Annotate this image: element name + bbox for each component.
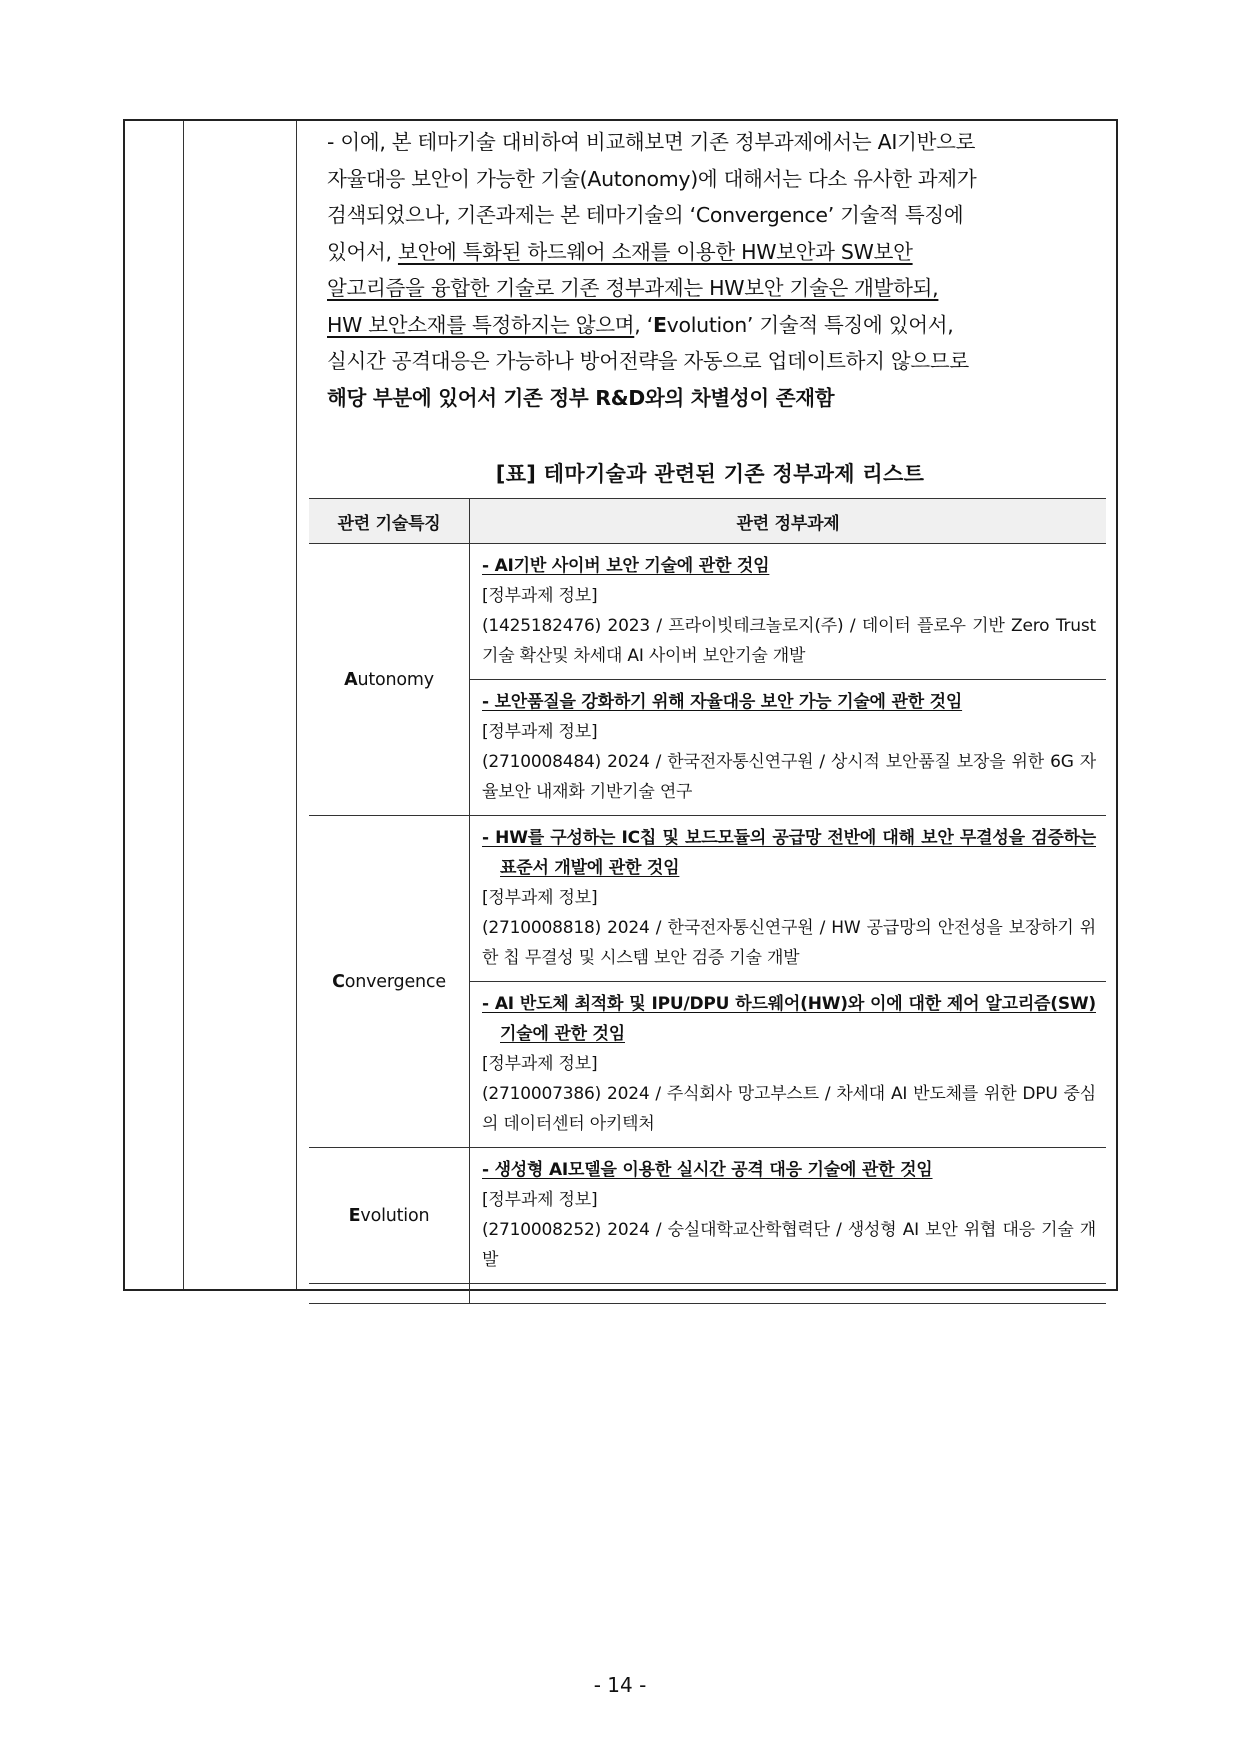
table-header-row (309, 499, 1106, 544)
project-info-label: [정부과제 정보] (482, 888, 598, 908)
project-title: - AI기반 사이버 보안 기술에 관한 것임 (482, 556, 770, 576)
underlined-text: HW 보안소재를 특정하지는 않으며 (327, 312, 635, 337)
table-row (309, 1148, 1106, 1284)
header-related-feature: 관련 기술특징 (309, 499, 470, 544)
table-caption: [표] 테마기술과 관련된 기존 정부과제 리스트 (495, 462, 925, 486)
project-detail: (2710007386) 2024 / 주식회사 망고부스트 / 차세대 AI 반도체를 위한 DPU 중심의 데이터센터 아키텍처 (482, 1084, 1096, 1134)
frame-divider-1 (183, 121, 184, 1289)
project-title: - AI 반도체 최적화 및 IPU/DPU 하드웨어(HW)와 이에 대한 제어 알고리즘(SW) 기술에 관한 것임 (482, 994, 1096, 1044)
paragraph-line (327, 307, 1110, 344)
header-related-projects: 관련 정부과제 (470, 499, 1107, 544)
feature-convergence (309, 816, 470, 1148)
project-cell (470, 1148, 1107, 1284)
project-info-label: [정부과제 정보] (482, 1054, 598, 1074)
paragraph-text: , ‘ (634, 312, 653, 337)
project-detail: (2710008252) 2024 / 숭실대학교산학협력단 / 생성형 AI 보안 위협 대응 기술 개발 (482, 1220, 1096, 1270)
feature-rest: onvergence (344, 971, 446, 992)
project-entry (470, 1148, 1106, 1283)
project-entry (470, 544, 1106, 680)
project-detail: (1425182476) 2023 / 프라이빗테크놀로지(주) / 데이터 플로우 기반 Zero Trust 기술 확산및 차세대 AI 사이버 보안기술 개발 (482, 616, 1096, 666)
bold-conclusion: 해당 부분에 있어서 기존 정부 R&D와의 차별성이 존재함 (327, 385, 835, 410)
feature-autonomy (309, 544, 470, 816)
feature-rest: volution (360, 1205, 430, 1226)
project-title: - 보안품질을 강화하기 위해 자율대응 보안 가능 기술에 관한 것임 (482, 692, 963, 712)
project-info-label: [정부과제 정보] (482, 586, 598, 606)
paragraph-line: 자율대응 보안이 가능한 기술(Autonomy)에 대해서는 다소 유사한 과제가 (327, 166, 977, 191)
body-content (310, 124, 1110, 416)
paragraph-line (327, 234, 1110, 271)
project-entry (470, 982, 1106, 1147)
government-projects-table (309, 498, 1106, 1304)
project-title: - HW를 구성하는 IC칩 및 보드모듈의 공급망 전반에 대해 보안 무결성을 검증하는 표준서 개발에 관한 것임 (482, 828, 1096, 878)
underlined-text: 보안에 특화된 하드웨어 소재를 이용한 HW보안과 SW보안 (397, 239, 913, 264)
paragraph-text: 있어서, (327, 239, 398, 264)
project-detail: (2710008484) 2024 / 한국전자통신연구원 / 상시적 보안품질 보장을 위한 6G 자율보안 내재화 기반기술 연구 (482, 752, 1096, 802)
bold-initial: E (652, 312, 667, 337)
paragraph-text: volution’ 기술적 특징에 있어서, (666, 312, 954, 337)
project-cell (470, 816, 1107, 1148)
project-title: - 생성형 AI모델을 이용한 실시간 공격 대응 기술에 관한 것임 (482, 1160, 933, 1180)
feature-evolution (309, 1148, 470, 1284)
page-number: - 14 - (593, 1673, 647, 1697)
project-info-label: [정부과제 정보] (482, 722, 598, 742)
paragraph-line: 검색되었으나, 기존과제는 본 테마기술의 ‘Convergence’ 기술적 특징에 (327, 203, 964, 227)
feature-initial: E (348, 1205, 361, 1226)
table-row (309, 544, 1106, 816)
underlined-line: 알고리즘을 융합한 기술로 기존 정부과제는 HW보안 기술은 개발하되, (327, 276, 939, 300)
spacer-cell (309, 1284, 470, 1304)
project-entry (470, 680, 1106, 815)
project-entry (470, 816, 1106, 982)
frame-divider-2 (296, 121, 297, 1289)
paragraph-line: - 이에, 본 테마기술 대비하여 비교해보면 기존 정부과제에서는 AI기반으로 (327, 130, 976, 154)
table-row (309, 816, 1106, 1148)
feature-initial: A (344, 669, 358, 690)
table-spacer-row (309, 1284, 1106, 1304)
spacer-cell (470, 1284, 1107, 1304)
project-cell (470, 544, 1107, 816)
feature-rest: utonomy (357, 669, 434, 690)
feature-initial: C (332, 971, 345, 992)
paragraph-line: 실시간 공격대응은 가능하나 방어전략을 자동으로 업데이트하지 않으므로 (327, 349, 969, 373)
comparison-paragraph (327, 124, 1110, 416)
project-detail: (2710008818) 2024 / 한국전자통신연구원 / HW 공급망의 안전성을 보장하기 위한 칩 무결성 및 시스템 보안 검증 기술 개발 (482, 918, 1096, 968)
project-info-label: [정부과제 정보] (482, 1190, 598, 1210)
